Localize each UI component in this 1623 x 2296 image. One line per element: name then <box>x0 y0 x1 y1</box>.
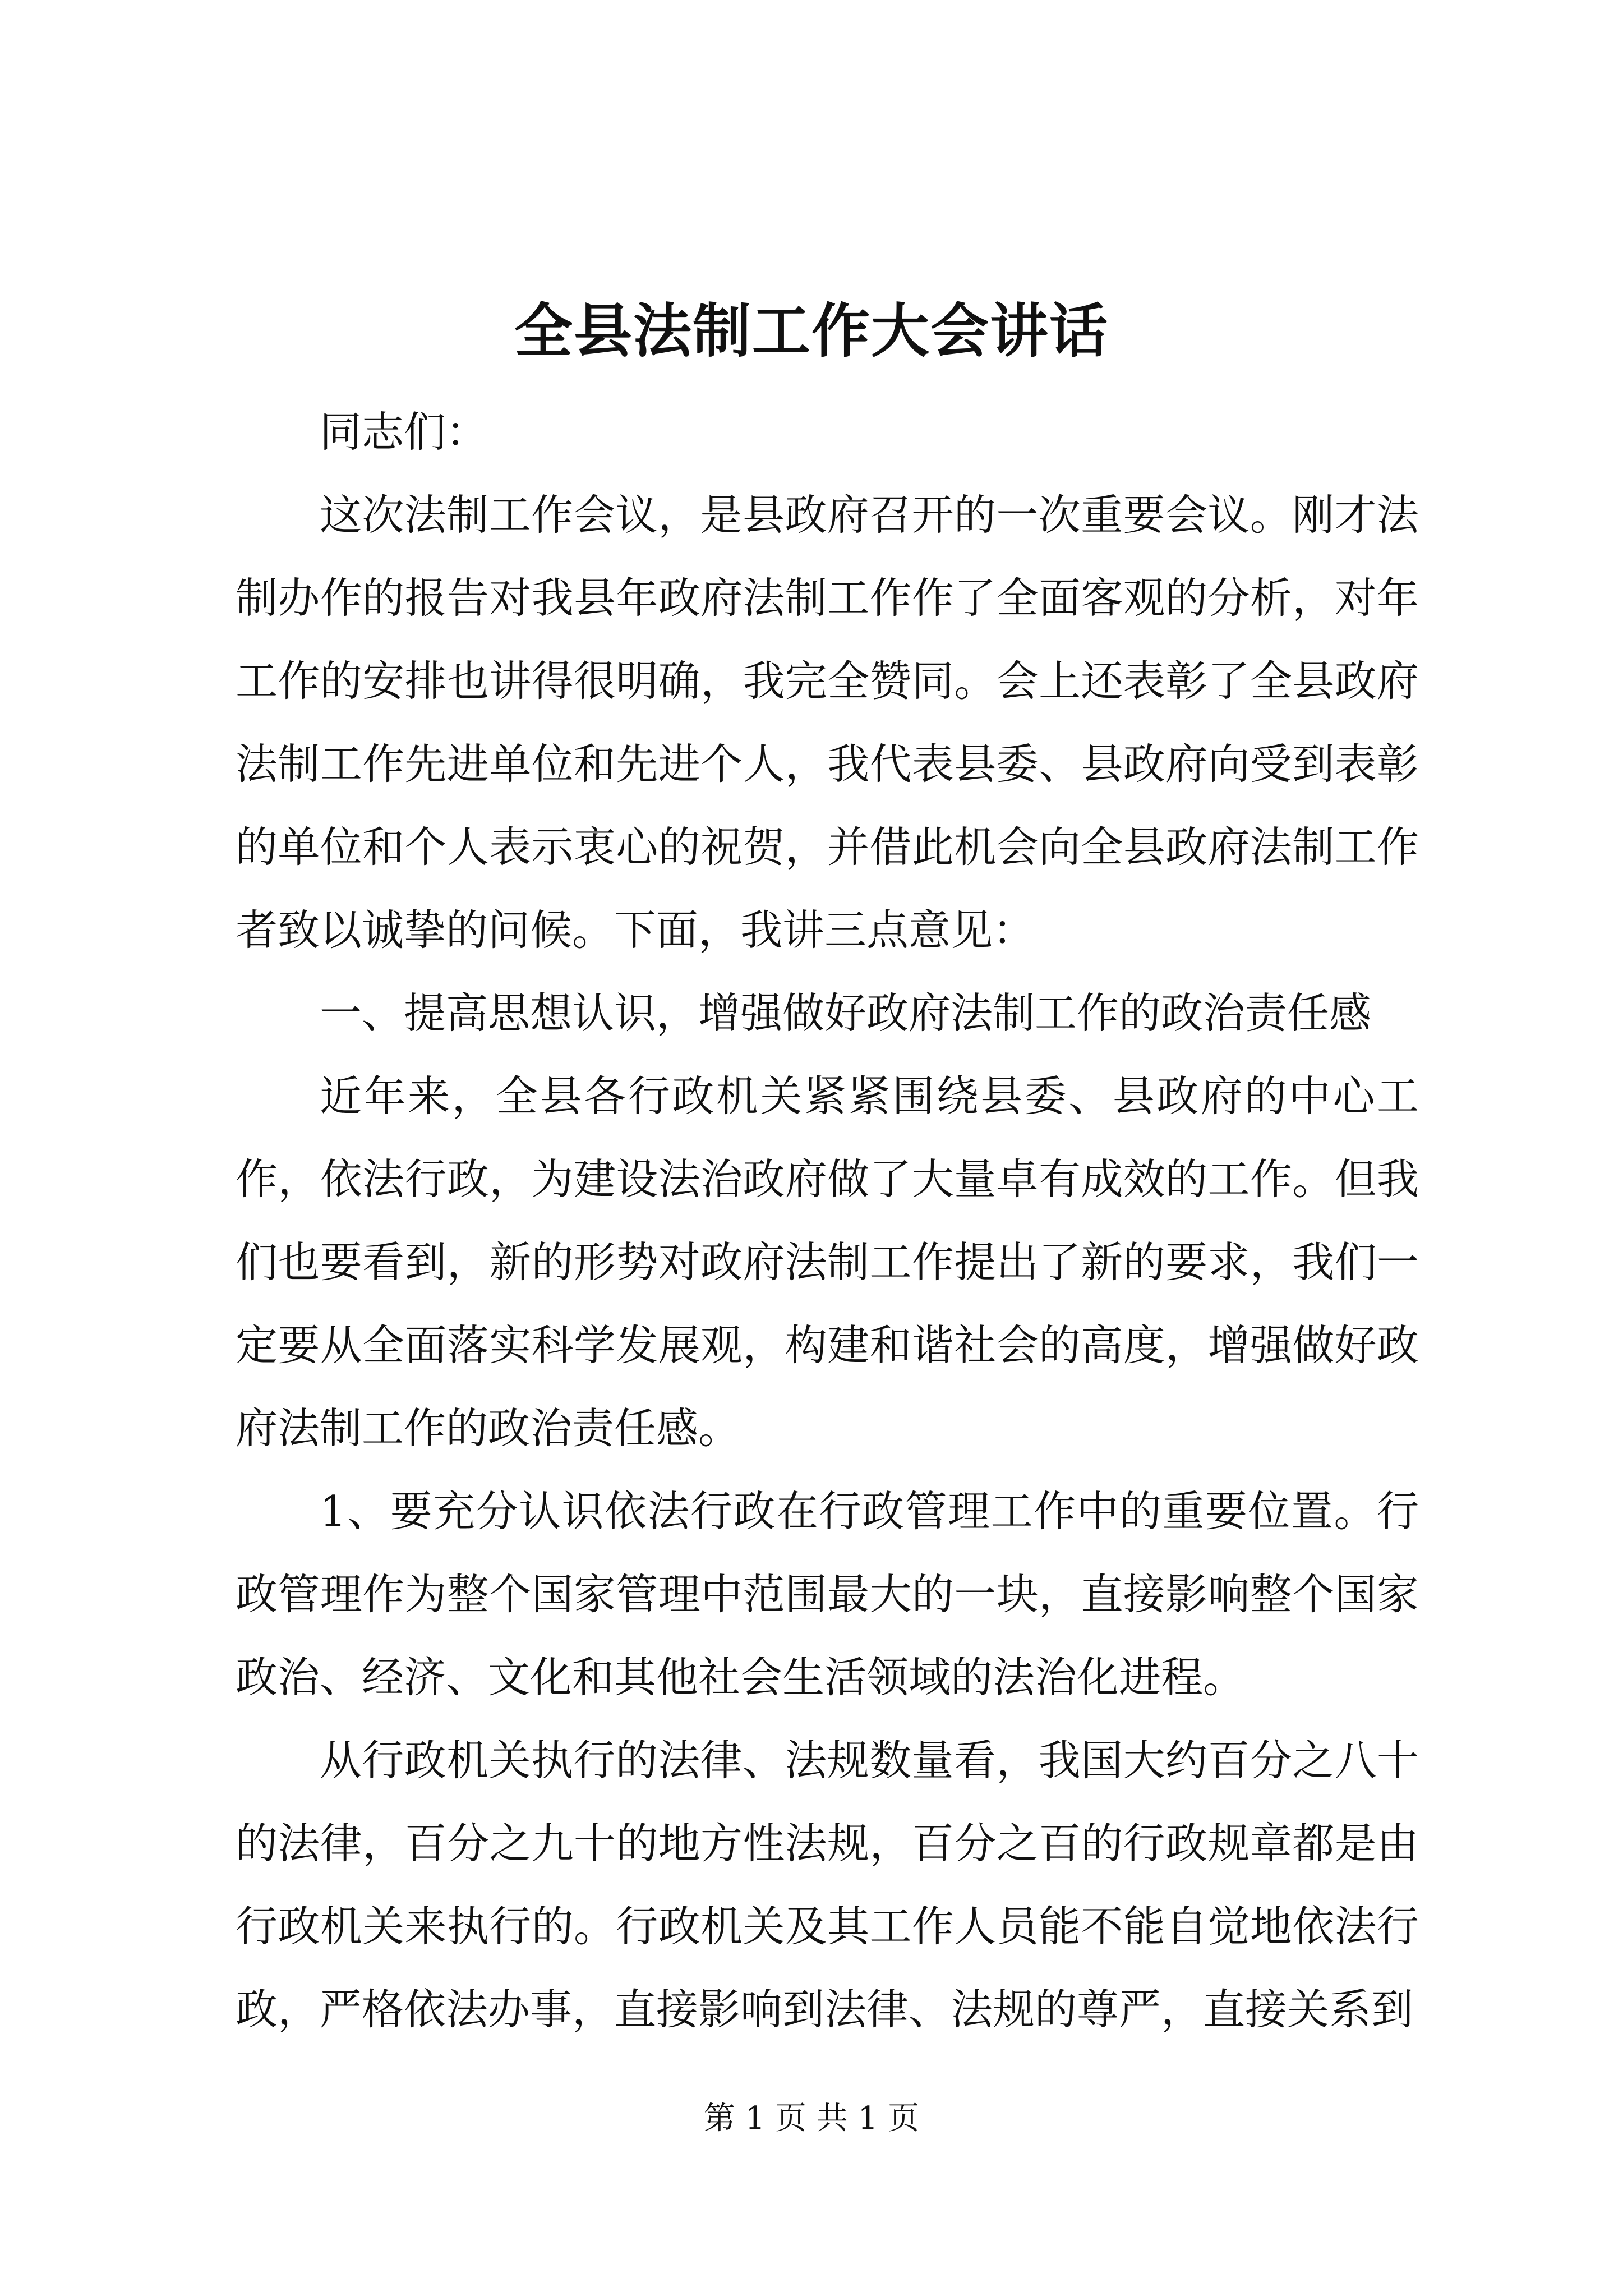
body-paragraph: 从行政机关执行的法律、法规数量看，我国大约百分之八十的法律，百分之九十的地方性法规，百分之百的行政规章都是由行政机关来执行的。行政机关及其工作人员能不能自觉地依法行政，严格依法办事，直接影响到法律、法规的尊严，直接关系到 <box>236 1736 1419 2034</box>
body-paragraph: 这次法制工作会议，是县政府召开的一次重要会议。刚才法制办作的报告对我县年政府法制工作作了全面客观的分析，对年工作的安排也讲得很明确，我完全赞同。会上还表彰了全县政府法制工作先进单位和先进个人，我代表县委、县政府向受到表彰的单位和个人表示衷心的祝贺，并借此机会向全县政府法制工作者致以诚挚的问候。下面，我讲三点意见： <box>236 490 1419 955</box>
page-footer: 第 1 页 共 1 页 <box>703 2100 920 2137</box>
salutation-paragraph: 同志们： <box>320 407 488 457</box>
document-body <box>236 390 1419 2051</box>
document-title: 全县法制工作大会讲话 <box>514 296 1109 365</box>
section-heading: 一、提高思想认识，增强做好政府法制工作的政治责任感 <box>320 988 1372 1038</box>
body-paragraph: 近年来，全县各行政机关紧紧围绕县委、县政府的中心工作，依法行政，为建设法治政府做了大量卓有成效的工作。但我们也要看到，新的形势对政府法制工作提出了新的要求，我们一定要从全面落实科学发展观，构建和谐社会的高度，增强做好政府法制工作的政治责任感。 <box>236 1071 1419 1453</box>
body-paragraph: 1、要充分认识依法行政在行政管理工作中的重要位置。行政管理作为整个国家管理中范围最大的一块，直接影响整个国家政治、经济、文化和其他社会生活领域的法治化进程。 <box>236 1487 1419 1702</box>
